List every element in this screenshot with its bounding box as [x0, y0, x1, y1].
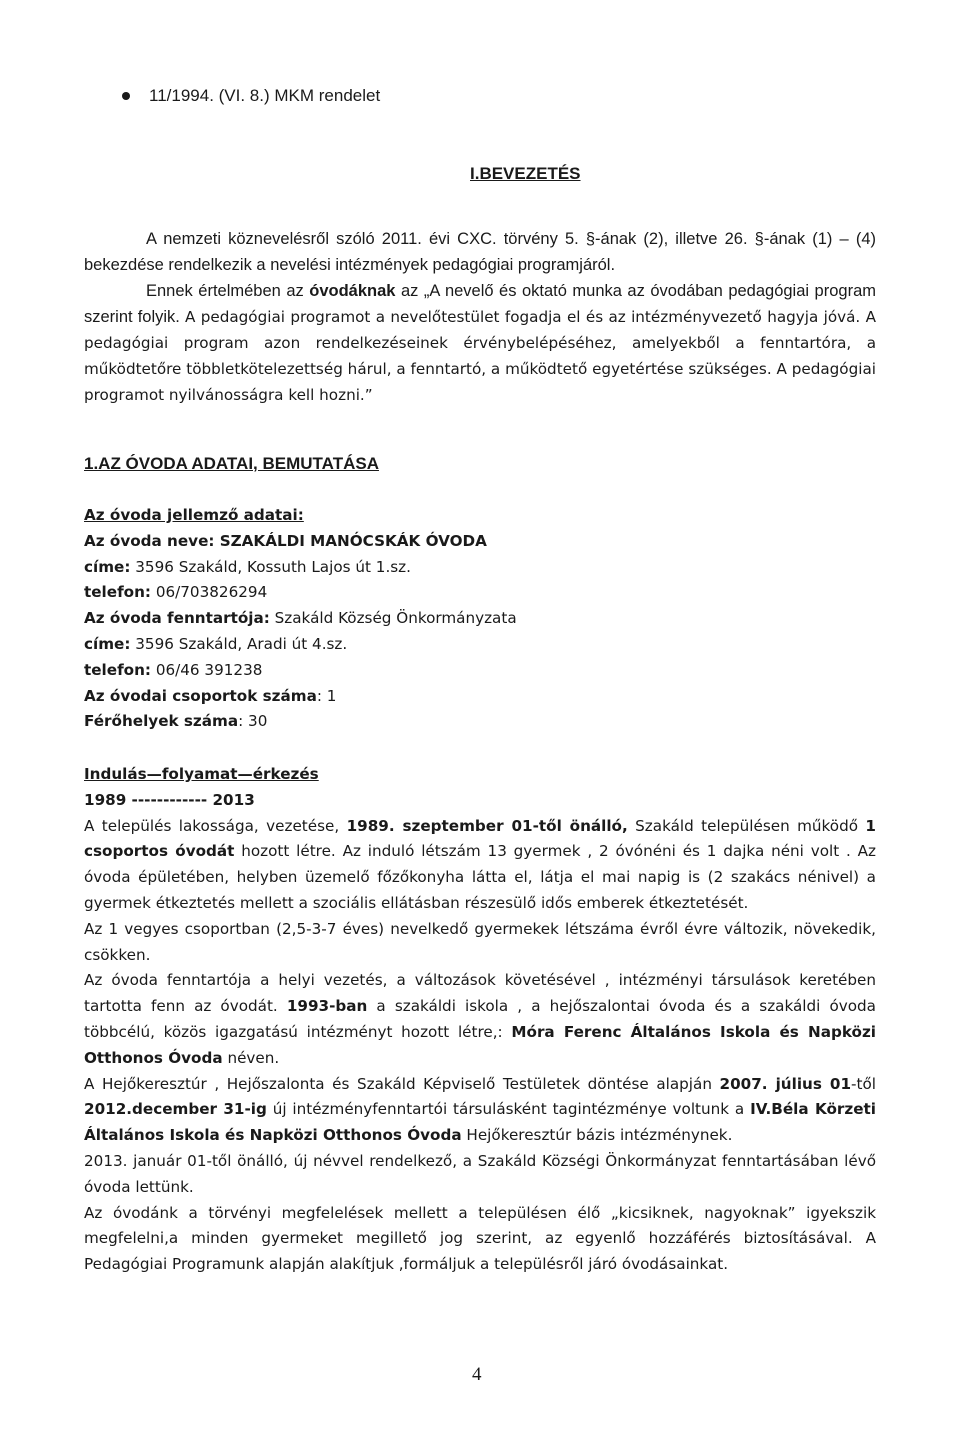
history-paragraph-4: A Hejőkeresztúr , Hejőszalonta és Szakáld Képviselő Testületek döntése alapján 2007. július 01-től 2012.december 31-ig új intézményfenntartói társulásként tagintézménye voltunk a IV.Béla Körzeti Általános Iskola és Napközi Otthonos Óvoda Hejőkeresztúr bázis intézménynek. — [84, 1074, 876, 1145]
history-paragraph-1: A település lakossága, vezetése, 1989. szeptember 01-től önálló, Szakáld településen működő 1 csoportos óvodát hozott létre. Az induló létszám 13 gyermek , 2 óvónéni és 1 dajka néni volt . Az óvoda épületében, helyben üzemelő főzőkonyha látta el, látja el mai napig is (2 szakács nénivel) a gyermek étkeztetés mellett a szociális ellátásban részesülő idős emberek étkeztetését. — [84, 816, 876, 912]
history-title: Indulás—folyamat—érkezés — [84, 765, 319, 783]
history-paragraph-3: Az óvoda fenntartója a helyi vezetés, a változások követésével , intézményi társulások keretében tartotta fenn az óvodát. 1993-ban a szakáldi iskola , a hejőszalontai óvoda és a szakáldi óvoda többcélú, közös igazgatású intézményt hozott létre,: Móra Ferenc Általános Iskola és Napközi Otthonos Óvoda néven. — [84, 971, 876, 1067]
history-paragraph-6: Az óvodánk a törvényi megfelelések mellett a településen élő „kicsiknek, nagyoknak” igyekszik megfelelni,a minden gyermeket megillető jog szerint, az egyenlő hozzáférés biztosításával. A Pedagógiai Programunk alapján alakítjuk ,formáljuk a településről járó óvodásainkat. — [84, 1203, 876, 1274]
history-paragraph-5: 2013. január 01-től önálló, új névvel rendelkező, a Szakáld Községi Önkormányzat fenntartásában lévő óvoda lettünk. — [84, 1151, 876, 1196]
history-paragraph-2: Az 1 vegyes csoportban (2,5-3-7 éves) nevelkedő gyermekek létszáma évről évre változik, növekedik, csökken. — [84, 919, 876, 964]
history-block — [84, 762, 876, 1278]
kindergartens-term: óvodáknak — [309, 282, 396, 300]
facts-title: Az óvoda jellemző adatai: — [84, 506, 304, 524]
history-years: 1989 ------------ 2013 — [84, 790, 255, 809]
section-title-kindergarten-data: 1.AZ ÓVODA ADATAI, BEMUTATÁSA — [84, 454, 379, 473]
heading-introduction: I.BEVEZETÉS — [470, 164, 581, 183]
capacity: Férőhelyek száma: 30 — [84, 712, 268, 731]
page-number: 4 — [472, 1364, 482, 1385]
bullet-icon — [122, 92, 130, 100]
kindergarten-address: címe: 3596 Szakáld, Kossuth Lajos út 1.sz. — [84, 557, 411, 576]
reference-text: 11/1994. (VI. 8.) MKM rendelet — [149, 86, 381, 105]
kindergarten-facts — [84, 503, 876, 735]
kindergarten-owner: Az óvoda fenntartója: Szakáld Község Önkormányzata — [84, 609, 517, 628]
kindergarten-name: Az óvoda neve: SZAKÁLDI MANÓCSKÁK ÓVODA — [84, 531, 487, 550]
owner-address: címe: 3596 Szakáld, Aradi út 4.sz. — [84, 634, 348, 653]
intro-paragraph-1: A nemzeti köznevelésről szóló 2011. évi CXC. törvény 5. §-ának (2), illetve 26. §-ának (1) – (4) bekezdése rendelkezik a nevelési intézmények pedagógiai programjáról. — [84, 230, 876, 274]
quoted-law-text: A pedagógiai programot a nevelőtestület fogadja el és az intézményvezető hagyja jóvá. A pedagógiai program azon rendelkezéseinek érvénybelépéséhez, amelyekből a fenntartóra, a működtetőre többletkötelezettség hárul, a fenntartó, a működtető egyetértése szükséges. A pedagógiai programot nyilvánosságra kell hozni.” — [84, 308, 876, 404]
introduction-block — [84, 226, 876, 408]
intro-paragraph-2: Ennek értelmében az óvodáknak az „A nevelő és oktató munka az óvodában pedagógiai program szerint folyik. A pedagógiai programot a nevelőtestület fogadja el és az intézményvezető hagyja jóvá. A pedagógiai program azon rendelkezéseinek érvénybelépéséhez, amelyekből a fenntartóra, a működtetőre többletkötelezettség hárul, a fenntartó, a működtető egyetértése szükséges. A pedagógiai programot nyilvánosságra kell hozni.” — [84, 282, 877, 404]
kindergarten-phone: telefon: 06/703826294 — [84, 583, 268, 602]
groups-count: Az óvodai csoportok száma: 1 — [84, 686, 337, 705]
owner-phone: telefon: 06/46 391238 — [84, 660, 263, 679]
reference-bullet — [122, 86, 380, 106]
